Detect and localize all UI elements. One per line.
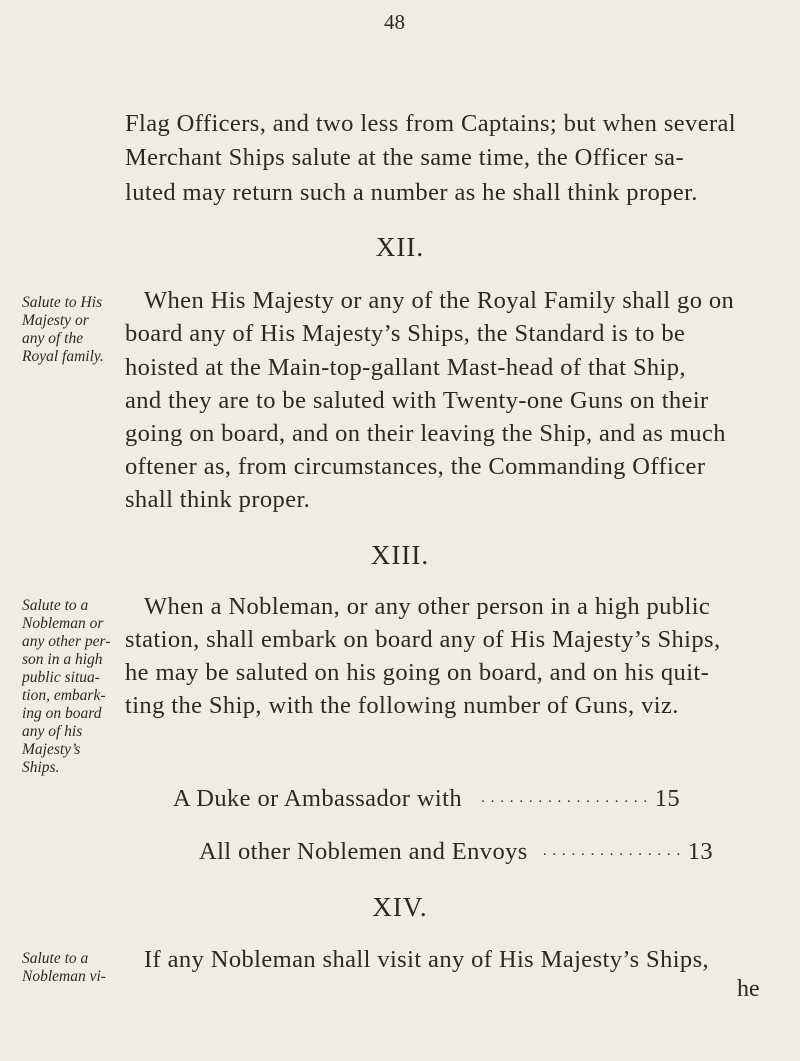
- text-line: luted may return such a number as he shall think proper.: [125, 179, 698, 206]
- text-line: and they are to be saluted with Twenty-one Guns on their: [125, 387, 709, 414]
- salute-row: [173, 787, 680, 812]
- gun-count: 15: [654, 785, 681, 812]
- section-heading-xiv: XIV.: [372, 892, 428, 922]
- salute-label: A Duke or Ambassador with: [173, 785, 462, 812]
- margin-note-xiv: Salute to a: [22, 950, 89, 967]
- margin-note-xiii: Ships.: [22, 759, 60, 776]
- margin-note-xii: Salute to His: [22, 294, 103, 311]
- dot-leader: · · · · · · · · · · · · · · ·: [542, 847, 682, 863]
- text-line: station, shall embark on board any of His Majesty’s Ships,: [125, 626, 721, 653]
- text-line: hoisted at the Main-top-gallant Mast-head of that Ship,: [125, 354, 686, 381]
- margin-note-xii: Royal family.: [22, 348, 104, 365]
- margin-note-xiii: tion, embark-: [22, 687, 106, 704]
- text-line: he may be saluted on his going on board, and on his quit-: [125, 659, 710, 686]
- text-line: shall think proper.: [125, 486, 311, 513]
- text-line: Merchant Ships salute at the same time, the Officer sa-: [125, 144, 685, 171]
- margin-note-xiii: ing on board: [22, 705, 102, 722]
- gun-count: 13: [687, 838, 714, 865]
- margin-note-xiii: Salute to a: [22, 597, 89, 614]
- margin-note-xii: any of the: [22, 330, 84, 347]
- section-heading-xii: XII.: [375, 232, 425, 262]
- text-line: ting the Ship, with the following number of Guns, viz.: [125, 692, 679, 719]
- margin-note-xiii: any of his: [22, 723, 83, 740]
- section-heading-xiii: XIII.: [370, 540, 430, 570]
- text-line: going on board, and on their leaving the Ship, and as much: [125, 420, 726, 447]
- margin-note-xiii: public situa-: [22, 669, 100, 686]
- dot-leader: · · · · · · · · · · · · · · · · · ·: [480, 794, 649, 810]
- page-number: 48: [384, 10, 405, 34]
- text-line: When a Nobleman, or any other person in a high public: [144, 593, 711, 620]
- text-line: oftener as, from circumstances, the Commanding Officer: [125, 453, 706, 480]
- margin-note-xiii: Majesty’s: [22, 741, 81, 758]
- margin-note-xiv: Nobleman vi-: [22, 968, 106, 985]
- catchword: he: [737, 976, 760, 1002]
- margin-note-xii: Majesty or: [22, 312, 89, 329]
- text-line: When His Majesty or any of the Royal Family shall go on: [144, 287, 735, 314]
- text-line: If any Nobleman shall visit any of His Majesty’s Ships,: [144, 946, 710, 973]
- salute-label: All other Noblemen and Envoys: [199, 838, 528, 865]
- text-line: Flag Officers, and two less from Captains; but when several: [125, 110, 737, 137]
- text-line: board any of His Majesty’s Ships, the Standard is to be: [125, 320, 686, 347]
- margin-note-xiii: any other per-: [22, 633, 111, 650]
- margin-note-xiii: Nobleman or: [22, 615, 104, 632]
- salute-row: [199, 840, 713, 865]
- margin-note-xiii: son in a high: [22, 651, 103, 668]
